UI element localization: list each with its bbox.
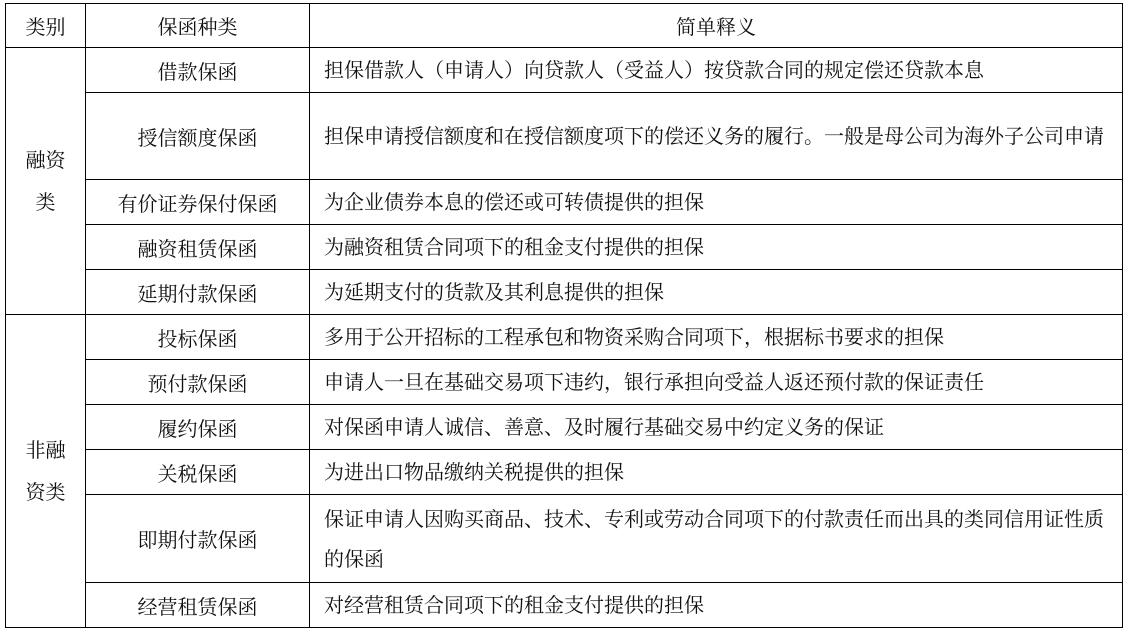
header-row: [6, 4, 1123, 48]
table-row: [6, 315, 1123, 360]
description-cell: 为进出口物品缴纳关税提供的担保: [310, 450, 1123, 495]
description-cell: 保证申请人因购买商品、技术、专利或劳动合同项下的付款责任而出具的类同信用证性质的保函: [310, 495, 1123, 583]
table-row: [6, 225, 1123, 270]
table-row: [6, 495, 1123, 583]
category-label: 融资类: [25, 148, 66, 214]
table-row: [6, 583, 1123, 628]
type-cell: 经营租赁保函: [86, 583, 310, 628]
table-row: [6, 405, 1123, 450]
table-row: [6, 450, 1123, 495]
description-cell: 申请人一旦在基础交易项下违约，银行承担向受益人返还预付款的保证责任: [310, 360, 1123, 405]
type-cell: 有价证券保付保函: [86, 180, 310, 225]
category-cell-financing: [6, 48, 86, 315]
description-cell: 对经营租赁合同项下的租金支付提供的担保: [310, 583, 1123, 628]
description-cell: 担保借款人（申请人）向贷款人（受益人）按贷款合同的规定偿还贷款本息: [310, 48, 1123, 93]
description-cell: 为企业债券本息的偿还或可转债提供的担保: [310, 180, 1123, 225]
header-category: 类别: [6, 4, 86, 48]
description-cell: 对保函申请人诚信、善意、及时履行基础交易中约定义务的保证: [310, 405, 1123, 450]
description-cell: 为融资租赁合同项下的租金支付提供的担保: [310, 225, 1123, 270]
type-cell: 延期付款保函: [86, 270, 310, 315]
type-cell: 授信额度保函: [86, 93, 310, 180]
type-cell: 关税保函: [86, 450, 310, 495]
table-row: [6, 93, 1123, 180]
type-cell: 融资租赁保函: [86, 225, 310, 270]
type-cell: 履约保函: [86, 405, 310, 450]
description-cell: 担保申请授信额度和在授信额度项下的偿还义务的履行。一般是母公司为海外子公司申请: [310, 93, 1123, 180]
table-row: [6, 270, 1123, 315]
description-cell: 多用于公开招标的工程承包和物资采购合同项下，根据标书要求的担保: [310, 315, 1123, 360]
type-cell: 预付款保函: [86, 360, 310, 405]
category-label: 非融资类: [25, 438, 66, 504]
header-type: 保函种类: [86, 4, 310, 48]
header-description: 简单释义: [310, 4, 1123, 48]
category-cell-non-financing: [6, 315, 86, 628]
description-cell: 为延期支付的货款及其利息提供的担保: [310, 270, 1123, 315]
type-cell: 即期付款保函: [86, 495, 310, 583]
table-row: [6, 180, 1123, 225]
type-cell: 投标保函: [86, 315, 310, 360]
table-row: [6, 48, 1123, 93]
guarantee-types-table: [5, 3, 1123, 628]
table-row: [6, 360, 1123, 405]
type-cell: 借款保函: [86, 48, 310, 93]
